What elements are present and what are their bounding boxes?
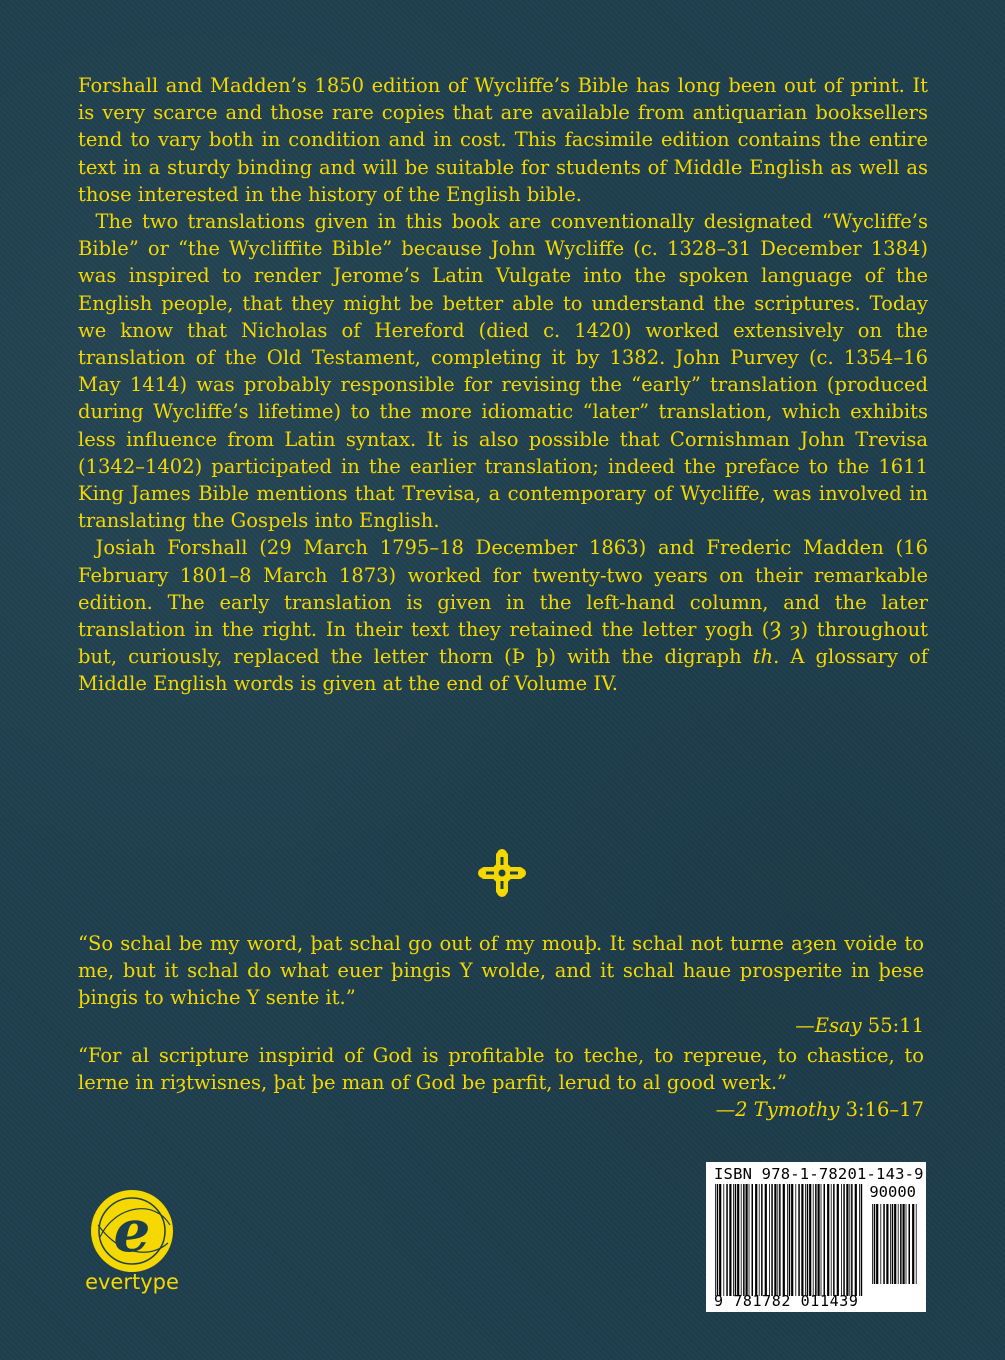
paragraph-3 (78, 534, 928, 697)
price-code: 90000 (869, 1183, 916, 1201)
isbn-barcode (706, 1162, 926, 1312)
quote-tymothy (78, 1042, 924, 1124)
quote-dash: — (795, 1013, 815, 1037)
quote-text: “So schal be my word, þat schal go out of my mouþ. It schal not turne aȝen voide to me, but it schal do what euer þingis Y wolde, and it schal haue prosperite in þese þingis to whiche Y sente it.” (78, 932, 924, 1010)
paragraph-3-part-2: . A glossary of Middle English words is given at the end of Volume IV. (78, 645, 928, 696)
logo-letter: e (113, 1197, 151, 1265)
quote-reference (795, 1012, 924, 1039)
quote-reference (716, 1096, 924, 1123)
logo-wordmark: evertype (85, 1270, 179, 1294)
description-text (78, 72, 928, 698)
quote-verse: 3:16–17 (839, 1098, 924, 1122)
isbn-text: ISBN 978-1-78201-143-9 (714, 1165, 924, 1183)
quote-dash: — (715, 1098, 736, 1122)
digraph-th: th (752, 645, 774, 669)
paragraph-1: Forshall and Madden’s 1850 edition of Wycliffe’s Bible has long been out of print. It is very scarce and those rare copies that are available from antiquarian booksellers tend to vary both in condition and in cost. This facsimile edition contains the entire text in a sturdy binding and will be suitable for students of Middle English as well as those interested in the history of the English bible. (78, 74, 928, 206)
price-barcode-bars (871, 1204, 919, 1284)
quote-esay (78, 930, 924, 1039)
barcode-bars (714, 1184, 864, 1296)
ean-number: 9 781782 011439 (714, 1292, 859, 1310)
paragraph-2: The two translations given in this book are conventionally designated “Wycliffe’s Bible” or “the Wycliffite Bible” because John Wycliffe (c. 1328–31 December 1384) was inspired to render Jerome’s Latin Vulgate into the spoken language of the English people, that they might be better able to understand the scriptures. Today we know that Nicholas of Hereford (died c. 1420) worked extensively on the translation of the Old Testament, completing it by 1382. John Purvey (c. 1354–16 May 1414) was probably responsible for revising the “early” translation (produced during Wycliffe’s lifetime) to the more idiomatic “later” translation, which exhibits less influence from Latin syntax. It is also possible that Cornishman John Trevisa (1342–1402) participated in the earlier translation; indeed the preface to the 1611 King James Bible mentions that Trevisa, a contemporary of Wycliffe, was involved in translating the Gospels into English. (78, 210, 928, 533)
evertype-logo (70, 1185, 210, 1295)
paragraph-3-part-1: Josiah Forshall (29 March 1795–18 December 1863) and Frederic Madden (16 February 1801–8 March 1873) worked for twenty-two years on their remarkable edition. The early translation is given in the left-hand column, and the later translation in the right. In their text they retained the letter yogh (Ȝ ȝ) throughout but, curiously, replaced the letter thorn (Þ þ) with the digraph (78, 536, 928, 669)
quote-book: Esay (814, 1013, 862, 1037)
quote-verse: 55:11 (861, 1013, 924, 1037)
celtic-cross-icon (477, 848, 527, 898)
quote-book: 2 Tymothy (735, 1098, 840, 1122)
quote-text: “For al scripture inspirid of God is profitable to teche, to repreue, to chastice, to lerne in riȝtwisnes, þat þe man of God be parfit, lerud to al good werk.” (78, 1044, 924, 1095)
